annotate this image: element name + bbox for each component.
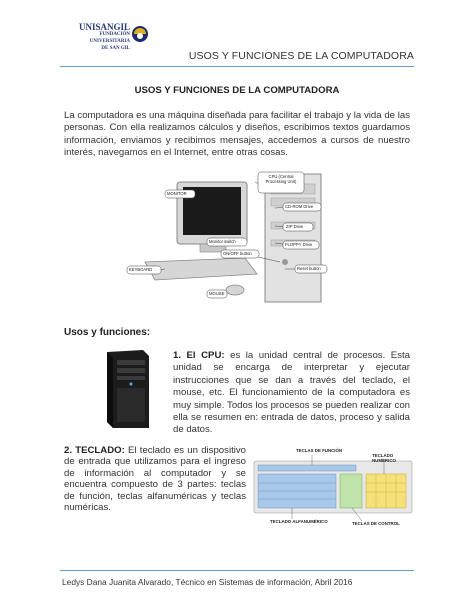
cpu-paragraph [173,350,410,437]
keyboard-body: El teclado es un dispositivo de entrada que utilizamos para el ingreso de información al computador y se encuentra compuesto de 3 partes: teclas de función, teclas alfanuméricas y teclas numéricas. [64,445,246,514]
logo-line-3: DE SAN GIL [101,46,130,51]
keyboard-lead: 2. TECLADO: [64,445,125,456]
cpu-body: es la unidad central de procesos. Esta unidad se encarga de interpretar y ejecutar instrucciones que se dan a través del teclado, el mouse, etc. El funcionamiento de la computadora es muy simple. Todos los procesos se pueden realizar con ella se resumen en: entrada de datos, proceso y salida de datos. [173,350,410,436]
label-function-keys: TECLAS DE FUNCIÓN [296,448,343,453]
label-onoff: ON/OFF button [223,251,252,256]
label-mouse: MOUSE [209,291,225,296]
label-keyboard: KEYBOARD [129,267,153,272]
document-title: USOS Y FUNCIONES DE LA COMPUTADORA [134,85,340,96]
label-cdrom: CD-ROM Drive [285,204,314,209]
header-title: USOS Y FUNCIONES DE LA COMPUTADORA [188,50,414,62]
cpu-tower-icon [93,348,153,430]
label-cpu: CPU (Central Processing Unit) [265,174,297,184]
logo-line-1: UNISANGIL [78,22,130,32]
keyboard-paragraph [64,445,246,513]
computer-illustration [125,170,350,310]
section-heading: Usos y funciones: [64,327,151,338]
header-divider [60,66,414,67]
cpu-tower-image [93,348,153,430]
label-reset: Reset button [297,266,321,271]
label-zip: ZIP Drive [286,224,304,229]
intro-paragraph: La computadora es una máquina diseñada para facilitar el trabajo y la vida de las personas. Con ella realizamos cálculos y diseños, escribimos textos guardamos información, enviamos y recibimos mensajes, accedemos a cursos de nuestro interés, navegamos en el Internet, entre otras cosas. [64,110,410,159]
footer-divider [60,570,414,571]
label-monitor-switch: Monitor switch [209,239,236,244]
label-alnum-keys: TECLADO ALFANUMÉRICO [270,519,328,524]
computer-diagram [125,170,350,310]
keyboard-diagram [252,447,414,529]
label-monitor: MONITOR [167,191,187,196]
label-control-keys: TECLAS DE CONTROL [352,521,400,526]
cpu-lead: 1. El CPU: [173,350,225,361]
footer-text: Ledys Dana Juanita Alvarado, Técnico en Sistemas de información, Abril 2016 [62,577,353,587]
label-numeric-keys: TECLADO NUMÉRICO [372,453,396,463]
label-floppy: FLOPPY Drive [285,242,313,247]
logo-line-2: FUNDACIÓN UNIVERSITARIA [89,32,130,44]
unisangil-logo [70,20,150,50]
